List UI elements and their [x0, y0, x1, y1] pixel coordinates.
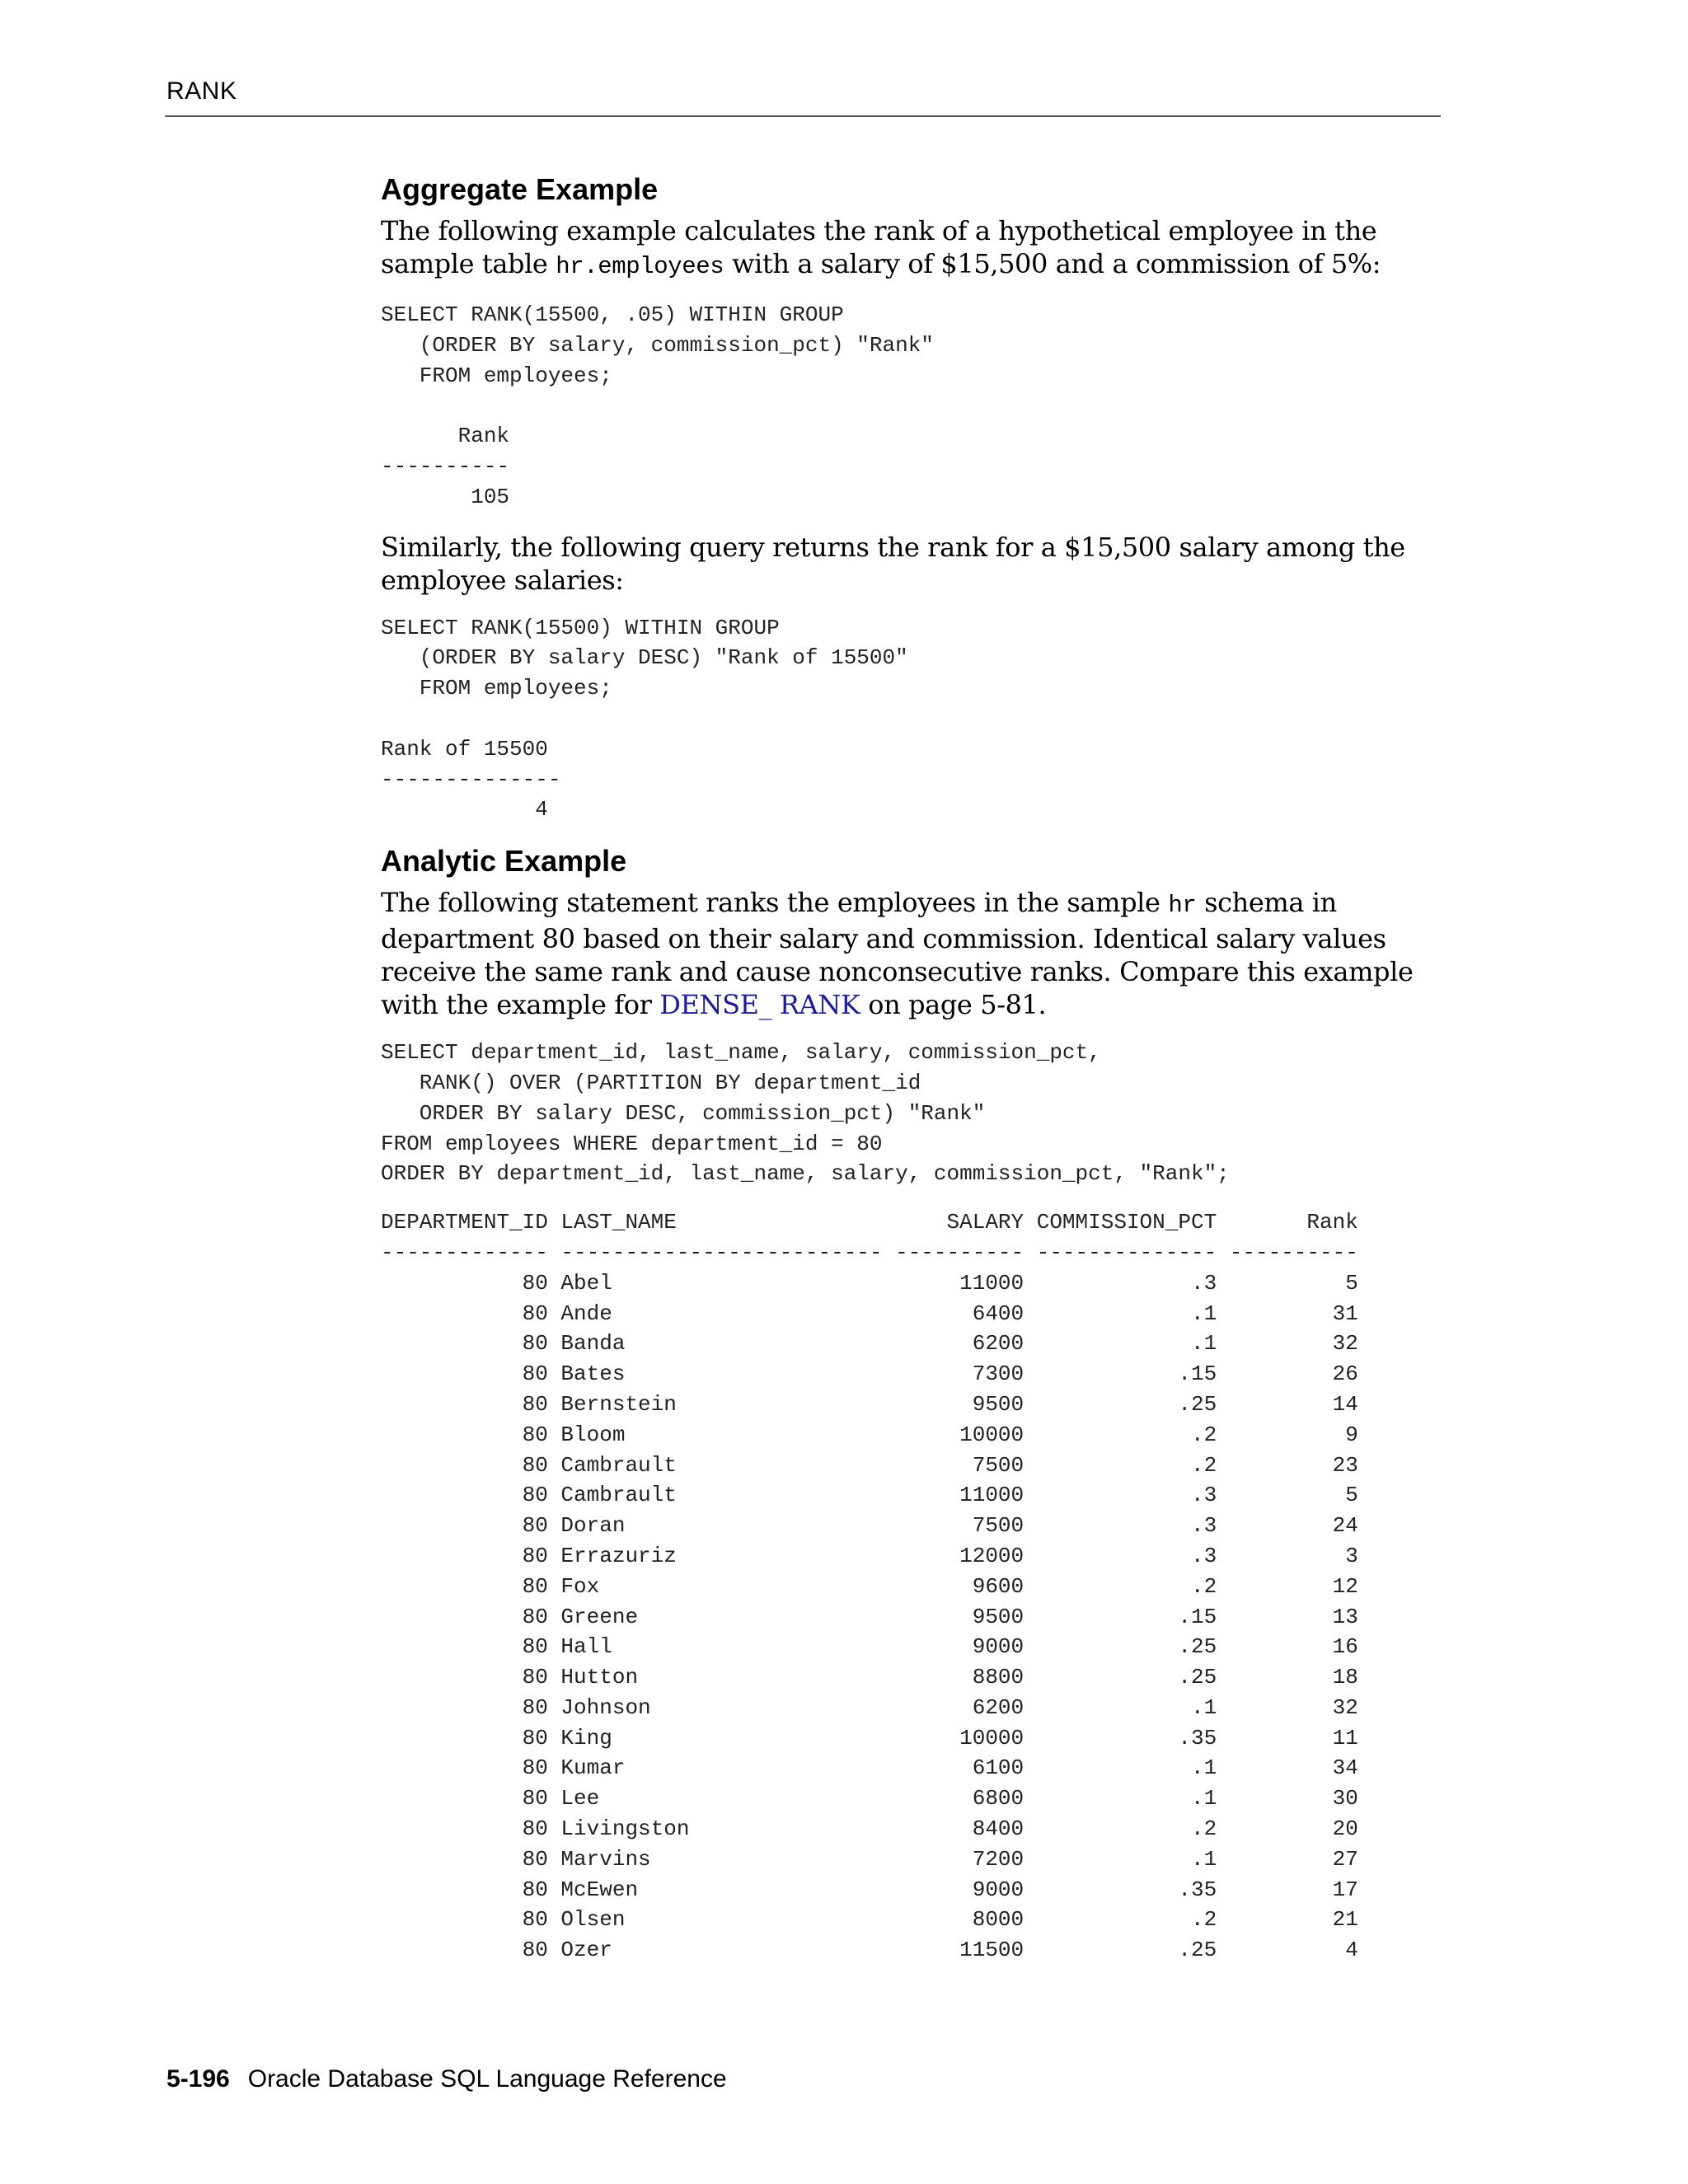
table-row: 80 Ozer 11500 .25 4	[381, 1938, 1358, 1963]
table-row: 80 Livingston 8400 .2 20	[381, 1816, 1358, 1842]
table-row: 80 Bloom 10000 .2 9	[381, 1422, 1358, 1447]
table-row: 80 Greene 9500 .15 13	[381, 1604, 1358, 1629]
analytic-intro-code: hr	[1168, 892, 1197, 920]
table-row: 80 Bates 7300 .15 26	[381, 1361, 1358, 1387]
aggregate-intro-code: hr.employees	[556, 253, 724, 280]
table-row: 80 Fox 9600 .2 12	[381, 1573, 1358, 1599]
analytic-example-heading: Analytic Example	[381, 844, 627, 879]
result-table-header: DEPARTMENT_ID LAST_NAME SALARY COMMISSION_PCT Rank	[381, 1210, 1358, 1235]
table-row: 80 Johnson 6200 .1 32	[381, 1694, 1358, 1720]
running-header-title: RANK	[166, 77, 237, 105]
analytic-intro-text-3: on page 5-81.	[860, 989, 1047, 1021]
table-row: 80 Bernstein 9500 .25 14	[381, 1391, 1358, 1417]
header-divider	[165, 115, 1441, 117]
table-row: 80 Banda 6200 .1 32	[381, 1331, 1358, 1357]
table-row: 80 Lee 6800 .1 30	[381, 1786, 1358, 1811]
table-row: 80 McEwen 9000 .35 17	[381, 1877, 1358, 1902]
table-row: 80 Hall 9000 .25 16	[381, 1634, 1358, 1660]
aggregate-second-paragraph: Similarly, the following query returns the rank for a $15,500 salary among the employee salaries:	[381, 531, 1405, 596]
aggregate-intro-paragraph	[381, 214, 1444, 284]
page-footer	[166, 2065, 727, 2093]
aggregate-code-block-1: SELECT RANK(15500, .05) WITHIN GROUP (ORDER BY salary, commission_pct) "Rank" FROM employees; Rank ---------- 105	[381, 302, 934, 509]
table-row: 80 Hutton 8800 .25 18	[381, 1665, 1358, 1690]
table-row: 80 Cambrault 11000 .3 5	[381, 1483, 1358, 1508]
table-row: 80 Abel 11000 .3 5	[381, 1270, 1358, 1296]
table-row: 80 Ande 6400 .1 31	[381, 1301, 1358, 1326]
table-row: 80 Marvins 7200 .1 27	[381, 1846, 1358, 1872]
aggregate-intro-text-1: The following example calculates the rank of a hypothetical employee in the sample table	[381, 215, 1377, 279]
page-content	[381, 171, 1444, 1966]
analytic-intro-text-1: The following statement ranks the employees in the sample	[381, 887, 1169, 919]
aggregate-code-block-2: SELECT RANK(15500) WITHIN GROUP (ORDER BY salary DESC) "Rank of 15500" FROM employees; Rank of 15500 -------------- 4	[381, 615, 908, 823]
table-row: 80 King 10000 .35 11	[381, 1725, 1358, 1750]
result-table-body	[381, 1268, 1444, 1966]
analytic-intro-text-2: schema in department 80 based on their salary and commission. Identical salary values receive the same rank and cause nonconsecutive ranks. Compare this example with the example for	[381, 887, 1414, 1021]
analytic-intro-paragraph	[381, 886, 1444, 1021]
page-number: 5-196	[166, 2065, 230, 2093]
analytic-code-block: SELECT department_id, last_name, salary, commission_pct, RANK() OVER (PARTITION BY department_id ORDER BY salary DESC, commission_pct) "Rank" FROM employees WHERE department_id = 80 ORDER BY department_id, last_name, salary, commission_pct, "Rank";	[381, 1040, 1230, 1187]
result-table-rule: ------------- ------------------------- ---------- -------------- ----------	[381, 1240, 1358, 1265]
book-title: Oracle Database SQL Language Reference	[247, 2065, 727, 2093]
aggregate-example-heading: Aggregate Example	[381, 172, 659, 206]
table-row: 80 Errazuriz 12000 .3 3	[381, 1543, 1358, 1568]
table-row: 80 Kumar 6100 .1 34	[381, 1755, 1358, 1781]
table-row: 80 Cambrault 7500 .2 23	[381, 1452, 1358, 1478]
table-row: 80 Olsen 8000 .2 21	[381, 1907, 1358, 1933]
table-row: 80 Doran 7500 .3 24	[381, 1513, 1358, 1539]
result-table	[381, 1207, 1444, 1966]
aggregate-intro-text-2: with a salary of $15,500 and a commission of 5%:	[724, 248, 1381, 279]
dense-rank-link[interactable]: DENSE_ RANK	[659, 989, 860, 1021]
